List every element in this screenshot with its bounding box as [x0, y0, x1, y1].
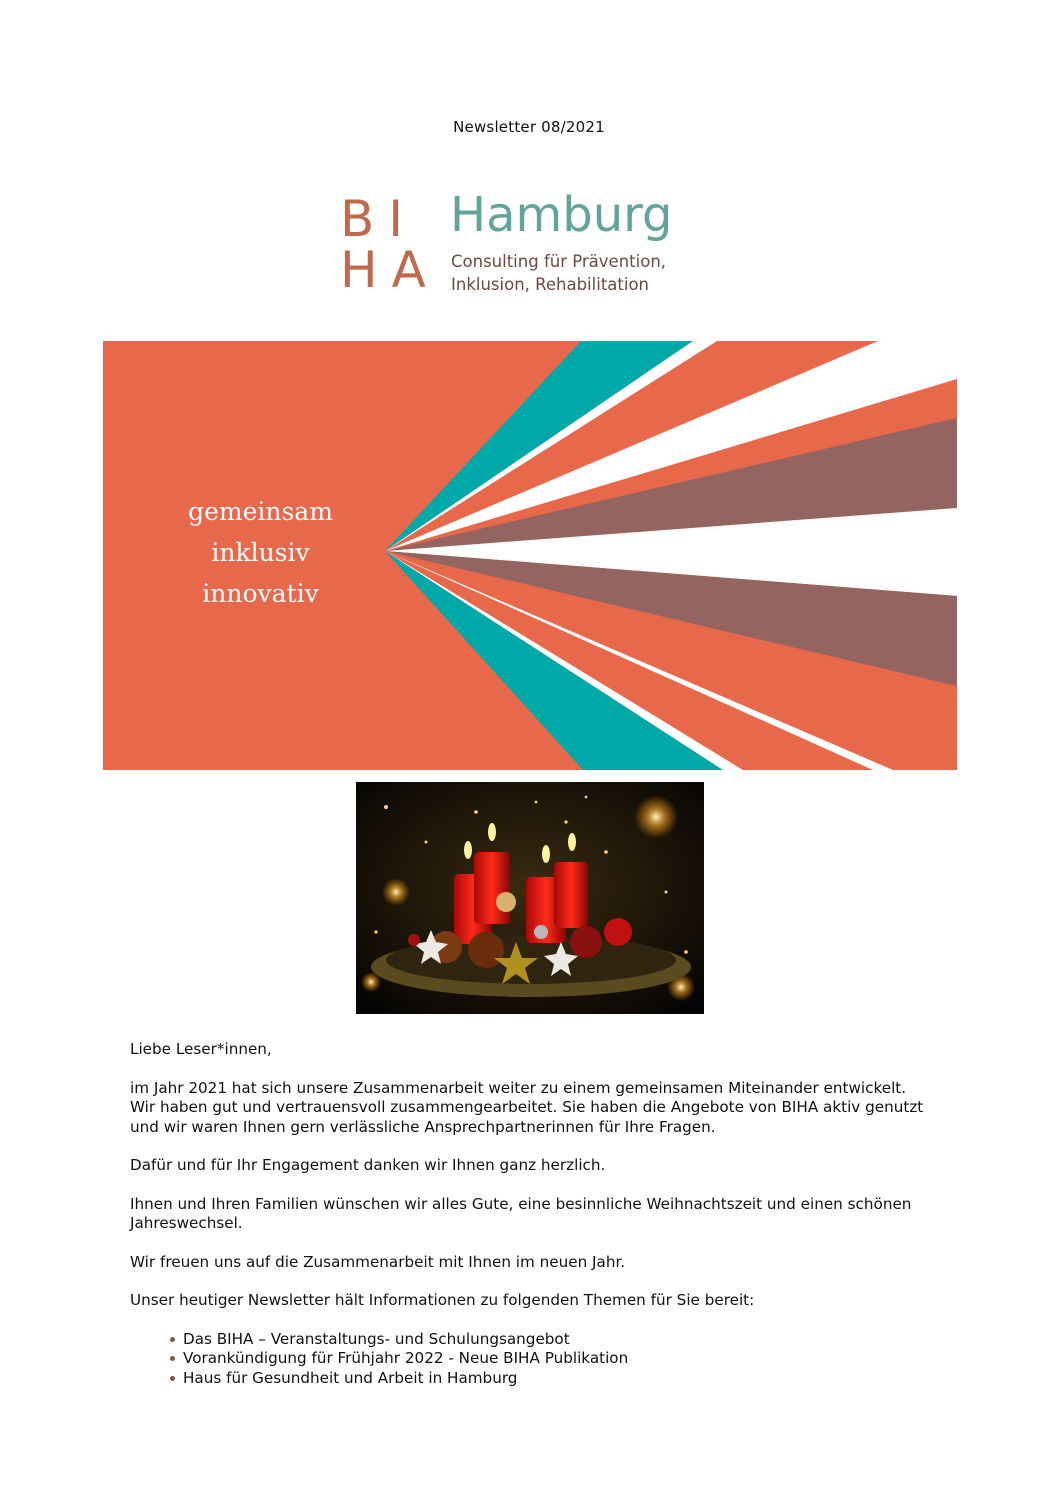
topic-item: Das BIHA – Veranstaltungs- und Schulungsangebot [170, 1330, 930, 1350]
topics-list [130, 1330, 930, 1389]
paragraph-wishes: Ihnen und Ihren Familien wünschen wir alles Gute, eine besinnliche Weihnachtszeit und einen schönen Jahreswechsel. [130, 1194, 912, 1232]
greeting: Liebe Leser*innen, [130, 1040, 272, 1058]
logo-tagline-line2: Inklusion, Rehabilitation [451, 275, 649, 294]
logo-mark-bi: BI [340, 190, 418, 248]
paragraph-topics-intro: Unser heutiger Newsletter hält Informationen zu folgenden Themen für Sie bereit: [130, 1291, 755, 1309]
banner-word-inklusiv: inklusiv [211, 538, 310, 567]
paragraph-thanks: Dafür und für Ihr Engagement danken wir Ihnen ganz herzlich. [130, 1156, 606, 1174]
logo-mark-ha: HA [340, 241, 440, 299]
biha-hamburg-logo [338, 187, 738, 300]
topic-item: Vorankündigung für Frühjahr 2022 - Neue BIHA Publikation [170, 1349, 930, 1369]
paragraph-collaboration: im Jahr 2021 hat sich unsere Zusammenarbeit weiter zu einem gemeinsamen Miteinander entwickelt. Wir haben gut und vertrauensvoll zusammengearbeitet. Sie haben die Angebote von BIHA aktiv genutzt und wir waren Ihnen gern verlässliche Ansprechpartnerinnen für Ihre Fragen. [130, 1078, 924, 1136]
newsletter-body [130, 1040, 930, 1388]
paragraph-new-year: Wir freuen uns auf die Zusammenarbeit mit Ihnen im neuen Jahr. [130, 1252, 626, 1271]
banner-word-innovativ: innovativ [202, 579, 319, 608]
advent-wreath-image [356, 782, 704, 1014]
logo-tagline-line1: Consulting für Prävention, [451, 252, 667, 271]
newsletter-issue-label: Newsletter 08/2021 [453, 118, 605, 136]
banner-word-gemeinsam: gemeinsam [188, 497, 333, 526]
topic-item: Haus für Gesundheit und Arbeit in Hamburg [170, 1369, 930, 1389]
header-banner [103, 341, 957, 770]
logo-name: Hamburg [450, 187, 673, 243]
